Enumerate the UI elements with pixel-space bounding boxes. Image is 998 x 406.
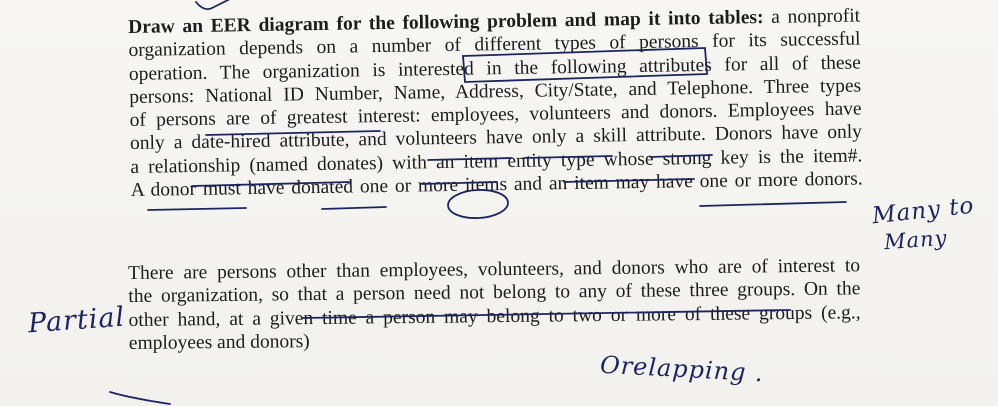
checkmark-stroke [196, 0, 232, 9]
text-line: the organization, so that a person need not belong to any of these three groups. On the [128, 278, 861, 308]
pen-stroke [110, 392, 170, 404]
text-line: Draw an EER diagram for the following problem and map it into tables: a nonprofit [128, 5, 861, 38]
annotation-many: Many [883, 225, 949, 255]
annotation-overlapping: Orelapping . [599, 350, 765, 388]
text-line: There are persons other than employees, volunteers, and donors who are of interest to [128, 255, 861, 284]
text-line: of persons are of greatest interest: employees, volunteers and donors. Employees have [129, 98, 862, 132]
underline-mark [700, 202, 846, 206]
text-line: operation. The organization is interested in the following attributes for all of these [128, 52, 861, 85]
text-line: A donor must have donated one or more items and an item may have one or more donors. [130, 168, 863, 202]
underline-mark [322, 207, 386, 209]
text-line: persons: National ID Number, Name, Address, City/State, and Telephone. Three types [129, 75, 862, 108]
constraint-paragraph [128, 254, 861, 355]
annotation-partial: Partial [27, 301, 127, 340]
text-line: organization depends on a number of different types of persons for its successful [128, 28, 861, 62]
problem-paragraph [128, 5, 863, 203]
text-line: other hand, at a given time a person may belong to two or more of these groups (e.g., [128, 301, 861, 331]
annotation-many-to: Many to [870, 192, 976, 230]
text-line: a relationship (named donates) with an item entity type whose strong key is the item#. [130, 145, 863, 178]
text-line: only a date-hired attribute, and volunteers have only a skill attribute. Donors have only [129, 121, 863, 155]
text-line: employees and donors) [128, 330, 310, 354]
problem-heading: Draw an EER diagram for the following problem and map it into tables: [128, 7, 764, 38]
underline-mark [148, 208, 246, 210]
